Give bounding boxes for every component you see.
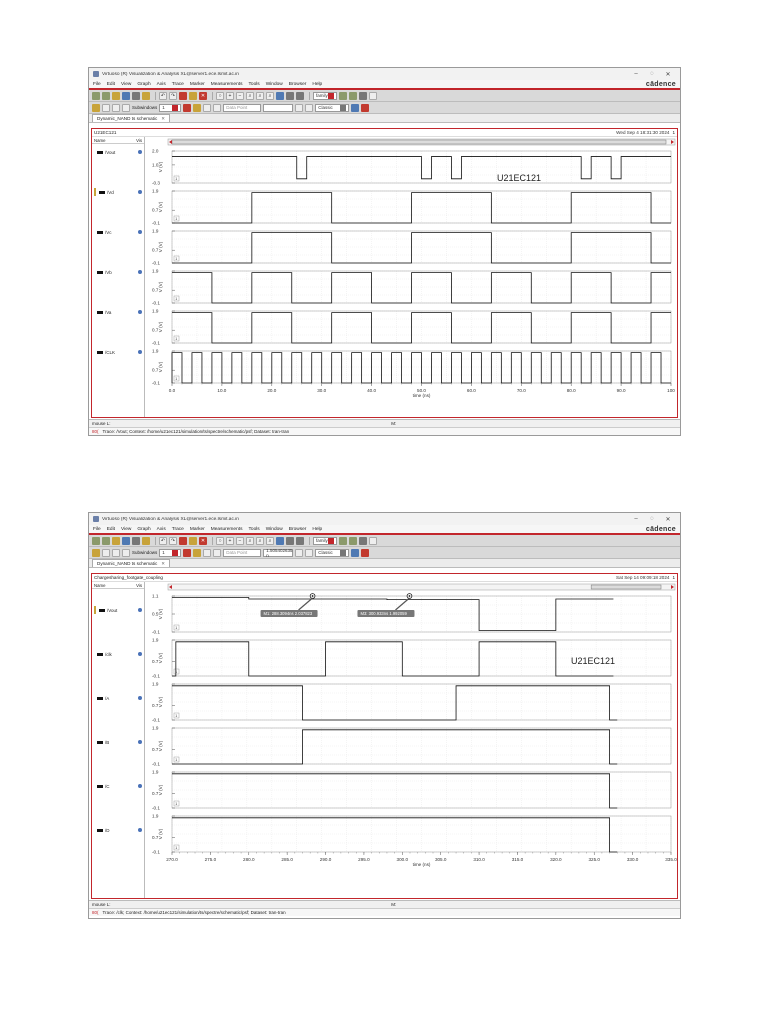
y-tick-label: 1.9 (152, 308, 159, 314)
marker-m3[interactable] (357, 594, 414, 617)
x-tick-label: 330.0 (626, 857, 639, 862)
menu-axis[interactable]: Axis (156, 526, 166, 532)
visibility-icon (138, 784, 142, 788)
y-tick-label: 0.7 (152, 791, 159, 797)
menu-window[interactable]: Window (265, 81, 283, 87)
y-axis-label: V (V) (158, 281, 163, 293)
y-axis-label: V (V) (158, 784, 163, 796)
x-tick-label: 50.0 (417, 388, 426, 393)
strip-index: 1 (175, 757, 178, 762)
window-title: Virtuoso (R) Visualization & Analysis XL@server1.ece.lsmit.ac.in (102, 516, 239, 522)
x-tick-label: 325.0 (588, 857, 600, 862)
y-tick-label: 0.7 (152, 207, 159, 213)
scrollbar-thumb[interactable] (591, 585, 661, 589)
menu-axis[interactable]: Axis (156, 81, 166, 87)
camera-icon[interactable] (142, 92, 150, 100)
grid-icon[interactable] (286, 92, 294, 100)
tab-close-icon[interactable]: ✕ (161, 115, 166, 121)
strip-index: 1 (175, 713, 178, 718)
x-tick-label: 335.0 (665, 857, 677, 862)
strip-d[interactable] (152, 814, 671, 855)
subwindows-icon[interactable] (122, 549, 130, 557)
strip-index: 1 (175, 801, 178, 806)
calc-icon[interactable] (295, 549, 303, 557)
title-bar (89, 68, 680, 80)
pan-icon[interactable] (203, 104, 211, 112)
menu-measurements[interactable]: Measurements (210, 526, 243, 532)
rect-icon[interactable] (102, 104, 110, 112)
split-icon[interactable] (339, 537, 347, 545)
rect-icon[interactable] (102, 549, 110, 557)
y-tick-label: 1.9 (152, 681, 159, 687)
y-tick-label: 1.9 (152, 188, 159, 194)
menu-help[interactable]: Help (312, 526, 323, 532)
x-tick-label: 320.0 (550, 857, 562, 862)
marker-dot (312, 595, 314, 597)
family-select[interactable]: family (313, 537, 337, 545)
x-axis-label: time (ns) (412, 393, 431, 398)
strip-c[interactable] (152, 770, 671, 811)
menu-help[interactable]: Help (312, 81, 323, 87)
legend-item-vc[interactable]: /Vc (94, 228, 142, 236)
value-input[interactable]: 1.505402635 n (263, 549, 293, 557)
x-tick-label: 70.0 (516, 388, 526, 393)
list-icon[interactable] (305, 549, 313, 557)
merge-icon[interactable] (349, 92, 357, 100)
legend-item-a[interactable]: /A (94, 694, 142, 702)
refresh-icon[interactable] (213, 549, 221, 557)
x-tick-label: 270.0 (166, 857, 178, 862)
y-tick-label: -0.1 (152, 717, 160, 723)
pencil-icon[interactable] (92, 104, 100, 112)
y-tick-label: 0.7 (152, 287, 159, 293)
calc-icon[interactable] (295, 104, 303, 112)
visibility-icon (138, 270, 142, 274)
strip-vb[interactable] (152, 269, 671, 306)
subwindow-title: Chargesharing_footgate_coupling (94, 575, 163, 580)
waveform-plot-2[interactable] (146, 582, 679, 898)
zoom-fit-icon[interactable]: ○ (216, 537, 224, 545)
waveform-window-1 (88, 67, 681, 436)
cut-icon[interactable] (179, 92, 187, 100)
x-tick-label: 10.0 (217, 388, 227, 393)
marker-label: M3: 300.933ns 1.992059 (360, 611, 407, 616)
x-tick-label: 40.0 (367, 388, 377, 393)
y-axis-label: V (V) (158, 652, 163, 664)
menu-tools[interactable]: Tools (248, 81, 260, 87)
menu-tools[interactable]: Tools (248, 526, 260, 532)
subwindow-date: Wed Sep 4 18:31:30 2024 (616, 130, 670, 135)
family-select[interactable]: family (313, 92, 337, 100)
pan-icon[interactable] (203, 549, 211, 557)
menu-graph[interactable]: Graph (137, 526, 151, 532)
watermark-label: U21EC121 (497, 173, 542, 183)
cursor-icon[interactable] (359, 537, 367, 545)
undo-icon[interactable]: ↶ (160, 537, 166, 544)
watermark-label: U21EC121 (571, 656, 616, 666)
app-icon (93, 71, 99, 77)
visibility-icon (138, 696, 142, 700)
mouse-status-bar: mouse L: M: (89, 419, 680, 427)
x-tick-label: 0.0 (168, 388, 176, 393)
strip-b[interactable] (152, 726, 671, 767)
legend-item-c[interactable]: /C (94, 782, 142, 790)
strip-vd[interactable] (152, 189, 671, 226)
y-tick-label: 1.9 (152, 769, 159, 775)
y-tick-label: 0.7 (152, 247, 159, 253)
y-tick-label: -0.1 (152, 761, 160, 767)
x-tick-label: 275.0 (204, 857, 217, 862)
stop-icon[interactable] (183, 104, 191, 112)
menu-bar (89, 80, 680, 90)
subwindow-title: U21EC121 (94, 130, 117, 135)
marker-leader (299, 598, 313, 610)
y-tick-label: 1.9 (152, 813, 159, 819)
y-tick-label: 1.9 (152, 725, 159, 731)
list-icon[interactable] (305, 104, 313, 112)
undo-icon[interactable]: ↶ (160, 92, 166, 99)
table-icon[interactable] (369, 537, 377, 545)
strip-icon[interactable] (276, 537, 284, 545)
legend-item-d[interactable]: /D (94, 826, 142, 834)
strip-vout[interactable] (152, 149, 671, 186)
strip-va[interactable] (152, 309, 671, 346)
zoom-fit-icon[interactable]: ○ (216, 92, 224, 100)
open-icon[interactable] (112, 92, 120, 100)
zoom-out-icon[interactable]: − (236, 537, 244, 545)
subwindow-1 (91, 128, 678, 418)
y-tick-label: 0.7 (152, 703, 159, 709)
subwindow-header (92, 129, 677, 137)
marker-icon[interactable] (296, 92, 304, 100)
layout-icon[interactable] (112, 549, 120, 557)
visibility-icon (138, 310, 142, 314)
split-icon[interactable] (339, 92, 347, 100)
zoom-box-icon[interactable]: ⌕ (266, 92, 274, 100)
redo-icon[interactable]: ↷ (170, 537, 176, 544)
x-tick-label: 60.0 (466, 388, 476, 393)
y-tick-label: 2.0 (152, 148, 159, 154)
cadence-logo: cādence (645, 80, 676, 88)
y-tick-label: 1.9 (152, 228, 159, 234)
y-axis-label: V (V) (158, 828, 163, 840)
legend-item-va[interactable]: /Va (94, 308, 142, 316)
marker-label: M1: 288.3094ns 2.037823 (263, 611, 313, 616)
menu-view[interactable]: View (121, 526, 132, 532)
window-title: Virtuoso (R) Visualization & Analysis XL@server1.ece.lsmit.ac.in (102, 71, 239, 77)
y-tick-label: -0.1 (152, 673, 160, 679)
subwindows-label: Subwindows (132, 105, 158, 110)
menu-marker[interactable]: Marker (189, 81, 205, 87)
legend-item-clk[interactable]: /clk (94, 650, 142, 658)
filter-icon[interactable] (193, 549, 201, 557)
y-tick-label: 1.9 (152, 268, 159, 274)
strip-a[interactable] (152, 682, 671, 723)
visibility-icon (138, 828, 142, 832)
y-tick-label: 0.7 (152, 327, 159, 333)
menu-file[interactable]: File (93, 81, 101, 87)
x-tick-label: 305.0 (434, 857, 447, 862)
subwindows-select[interactable]: 1 (159, 549, 181, 557)
menu-browser[interactable]: Browser (288, 526, 307, 532)
legend-item-b[interactable]: /B (94, 738, 142, 746)
tab-bar (89, 559, 680, 568)
merge-icon[interactable] (349, 537, 357, 545)
waveform-b[interactable] (172, 730, 617, 764)
menu-marker[interactable]: Marker (189, 526, 205, 532)
pencil-icon[interactable] (92, 549, 100, 557)
x-tick-label: 80.0 (566, 388, 576, 393)
trace-legend (92, 137, 145, 417)
zoom-out-icon[interactable]: − (236, 92, 244, 100)
strip-index: 1 (175, 845, 178, 850)
y-tick-label: -0.1 (152, 300, 160, 306)
x-tick-label: 20.0 (267, 388, 277, 393)
visibility-icon (138, 230, 142, 234)
menu-trace[interactable]: Trace (171, 526, 184, 532)
tool2-icon[interactable] (361, 549, 369, 557)
trace-status-bar: 80( Trace: /Vout; Context: /home/u21ec121/simulation/ts/spectre/schematic/psf; Dataset: tran-tran (89, 427, 680, 435)
y-tick-label: 1.9 (152, 348, 159, 354)
maximize-icon[interactable]: ◌ (650, 71, 654, 77)
zoom-in-icon[interactable]: + (226, 92, 234, 100)
x-tick-label: 30.0 (317, 388, 327, 393)
marker-dot (409, 595, 411, 597)
menu-browser[interactable]: Browser (288, 81, 307, 87)
menu-trace[interactable]: Trace (171, 81, 184, 87)
toolbar-main (89, 535, 680, 547)
subwindows-icon[interactable] (122, 104, 130, 112)
cursor-icon[interactable] (359, 92, 367, 100)
y-axis-label: V (V) (158, 321, 163, 333)
layout-icon[interactable] (112, 104, 120, 112)
trace-legend (92, 582, 145, 898)
waveform-d[interactable] (172, 818, 617, 852)
y-tick-label: 1.1 (152, 593, 159, 599)
print-icon[interactable] (132, 537, 140, 545)
zoom-y-icon[interactable]: ⌕ (256, 92, 264, 100)
waveform-a[interactable] (172, 686, 617, 720)
cut-icon[interactable] (179, 537, 187, 545)
y-tick-label: -0.1 (152, 849, 160, 855)
scrollbar-thumb[interactable] (172, 140, 666, 144)
trace-status-bar: 80( Trace: /clk; Context: /home/u21ec121/simulation/ts/spectre/schematic/psf; Dataset: tran-tran (89, 908, 680, 916)
y-tick-label: -0.1 (152, 805, 160, 811)
legend-item-vout[interactable]: /Vout (94, 148, 142, 156)
strip-index: 1 (175, 669, 178, 674)
menu-view[interactable]: View (121, 81, 132, 87)
zoom-in-icon[interactable]: + (226, 537, 234, 545)
strip-index: 1 (175, 216, 178, 221)
x-tick-label: 295.0 (358, 857, 370, 862)
strip-index: 1 (175, 625, 178, 630)
strip-vc[interactable] (152, 229, 671, 266)
x-tick-label: 290.0 (319, 857, 332, 862)
open-icon[interactable] (112, 537, 120, 545)
y-tick-label: -0.1 (152, 629, 160, 635)
y-axis-label: V (V) (158, 740, 163, 752)
y-tick-label: 1.0 (152, 162, 159, 168)
tool2-icon[interactable] (361, 104, 369, 112)
visibility-icon (138, 608, 142, 612)
x-tick-label: 90.0 (616, 388, 626, 393)
legend-header: Name Vis (94, 582, 142, 588)
subwindow-header (92, 574, 677, 582)
legend-item-vd[interactable]: /Vd (94, 188, 142, 196)
zoom-x-icon[interactable]: ⌕ (246, 537, 254, 545)
strip-clk[interactable] (152, 349, 671, 386)
legend-header: Name Vis (94, 137, 142, 143)
menu-edit[interactable]: Edit (106, 526, 116, 532)
x-tick-label: 285.0 (281, 857, 293, 862)
subwindow-1 (91, 573, 678, 899)
strip-index: 1 (175, 376, 178, 381)
tab-dynamic-nand[interactable]: Dynamic_NAND ts schematic ✕ (92, 559, 170, 567)
y-axis-label: V (V) (158, 696, 163, 708)
classic-select[interactable]: Classic (315, 549, 349, 557)
copy-icon[interactable] (189, 92, 197, 100)
menu-edit[interactable]: Edit (106, 81, 116, 87)
x-tick-label: 280.0 (243, 857, 255, 862)
visibility-icon (138, 652, 142, 656)
save-icon[interactable] (122, 537, 130, 545)
y-tick-label: -0.1 (152, 260, 160, 266)
y-axis-label: V (V) (158, 608, 163, 620)
y-axis-label: V (V) (158, 241, 163, 253)
visibility-icon (138, 740, 142, 744)
zoom-y-icon[interactable]: ⌕ (256, 537, 264, 545)
menu-measurements[interactable]: Measurements (210, 81, 243, 87)
x-tick-label: 315.0 (511, 857, 524, 862)
strip-index: 1 (175, 256, 178, 261)
tab-dynamic-nand[interactable]: Dynamic_NAND ts schematic ✕ (92, 114, 170, 122)
legend-item-vb[interactable]: /Vb (94, 268, 142, 276)
stop-icon[interactable] (183, 549, 191, 557)
cadence-logo: cādence (645, 525, 676, 533)
toolbar-secondary (89, 547, 680, 559)
toolbar-secondary (89, 102, 680, 114)
new-window-icon[interactable] (92, 537, 100, 545)
x-tick-label: 300.0 (396, 857, 409, 862)
minimize-icon[interactable]: – (634, 71, 638, 77)
zoom-box-icon[interactable]: ⌕ (266, 537, 274, 545)
visibility-icon (138, 150, 142, 154)
new-window-icon[interactable] (92, 92, 100, 100)
x-tick-label: 100 (667, 388, 675, 393)
copy-icon[interactable] (189, 537, 197, 545)
tool-icon[interactable] (351, 549, 359, 557)
subwindow-index: 1 (672, 130, 675, 135)
menu-bar (89, 525, 680, 535)
print-icon[interactable] (132, 92, 140, 100)
strip-index: 1 (175, 176, 178, 181)
y-tick-label: -0.1 (152, 380, 160, 386)
subwindow-date: Sat Sep 14 09:09:18 2024 (616, 575, 670, 580)
y-tick-label: 0.7 (152, 835, 159, 841)
legend-item-vout[interactable]: /Vout (94, 606, 142, 614)
new-subwindow-icon[interactable] (102, 537, 110, 545)
toolbar-main (89, 90, 680, 102)
visibility-icon (138, 350, 142, 354)
strip-index: 1 (175, 296, 178, 301)
y-tick-label: 1.9 (152, 637, 159, 643)
x-axis-label: time (ns) (412, 862, 431, 867)
y-axis-label: V (V) (158, 361, 163, 373)
value-input[interactable] (263, 104, 293, 112)
tab-bar (89, 114, 680, 123)
minimize-icon[interactable]: – (634, 516, 638, 522)
data-point-input[interactable]: Data Point (223, 549, 261, 557)
refresh-icon[interactable] (213, 104, 221, 112)
x-tick-label: 310.0 (473, 857, 485, 862)
marker-icon[interactable] (296, 537, 304, 545)
legend-item-clk[interactable]: /CLK (94, 348, 142, 356)
redo-icon[interactable]: ↷ (170, 92, 176, 99)
waveform-clk[interactable] (172, 642, 616, 676)
y-tick-label: 0.5 (152, 611, 159, 617)
zoom-x-icon[interactable]: ⌕ (246, 92, 254, 100)
y-axis-label: V (V) (158, 161, 163, 173)
tab-close-icon[interactable]: ✕ (161, 560, 166, 566)
y-tick-label: 0.7 (152, 367, 159, 373)
new-subwindow-icon[interactable] (102, 92, 110, 100)
menu-window[interactable]: Window (265, 526, 283, 532)
subwindows-select[interactable]: 1 (159, 104, 181, 112)
close-icon[interactable]: ✕ (665, 516, 671, 523)
grid-icon[interactable] (286, 537, 294, 545)
strip-icon[interactable] (276, 92, 284, 100)
delete-icon[interactable]: ✕ (200, 537, 206, 544)
delete-icon[interactable]: ✕ (200, 92, 206, 99)
y-tick-label: -0.1 (152, 340, 160, 346)
y-tick-label: 0.7 (152, 659, 159, 665)
strip-index: 1 (175, 336, 178, 341)
menu-file[interactable]: File (93, 526, 101, 532)
y-tick-label: -0.3 (152, 180, 160, 186)
waveform-plot-1[interactable] (146, 137, 679, 417)
table-icon[interactable] (369, 92, 377, 100)
waveform-c[interactable] (172, 774, 617, 808)
waveform-window-2 (88, 512, 681, 919)
camera-icon[interactable] (142, 537, 150, 545)
tool-icon[interactable] (351, 104, 359, 112)
data-point-input[interactable]: Data Point (223, 104, 261, 112)
close-icon[interactable]: ✕ (665, 71, 671, 78)
mouse-status-bar: mouse L: M: (89, 900, 680, 908)
classic-select[interactable]: Classic (315, 104, 349, 112)
y-axis-label: V (V) (158, 201, 163, 213)
save-icon[interactable] (122, 92, 130, 100)
visibility-icon (138, 190, 142, 194)
filter-icon[interactable] (193, 104, 201, 112)
title-bar (89, 513, 680, 525)
subwindow-index: 1 (672, 575, 675, 580)
menu-graph[interactable]: Graph (137, 81, 151, 87)
maximize-icon[interactable]: ◌ (650, 516, 654, 522)
marker-m1[interactable] (261, 594, 318, 617)
y-tick-label: 0.7 (152, 747, 159, 753)
y-tick-label: -0.1 (152, 220, 160, 226)
app-icon (93, 516, 99, 522)
subwindows-label: Subwindows (132, 550, 158, 555)
